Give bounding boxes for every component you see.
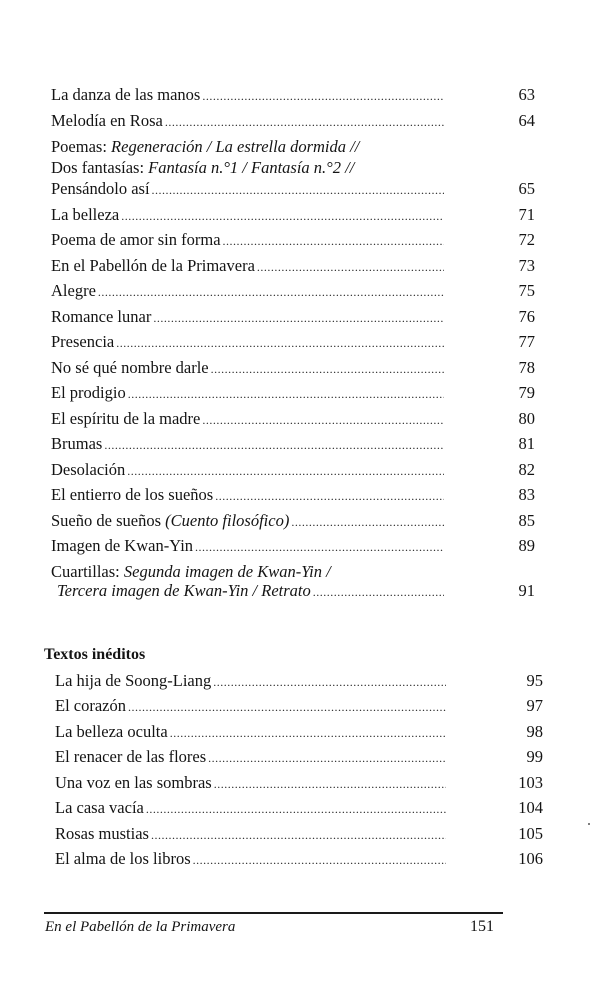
toc-entry — [55, 670, 543, 693]
dot-leader — [195, 536, 444, 558]
toc-entry-title: Imagen de Kwan-Yin — [51, 536, 194, 555]
toc-entry — [51, 178, 535, 201]
page-number: 151 — [470, 918, 494, 935]
toc-entry — [51, 510, 535, 533]
toc-entry-title: Melodía en Rosa — [51, 111, 163, 130]
toc-entry-title: La belleza — [51, 205, 120, 224]
toc-entry-page: 79 — [518, 383, 535, 402]
dot-leader — [208, 747, 446, 769]
toc-entry-page: 82 — [518, 460, 535, 479]
toc-entry — [51, 433, 535, 456]
dot-leader — [202, 85, 444, 107]
toc-entry-page: 71 — [518, 205, 535, 224]
dot-leader — [121, 205, 444, 227]
toc-entry-italic: Segunda imagen de Kwan-Yin / — [123, 562, 331, 581]
toc-entry — [55, 823, 543, 846]
dot-leader — [313, 581, 444, 603]
toc-entry-title: La casa vacía — [55, 798, 144, 817]
toc-entry — [57, 580, 535, 603]
toc-entry-page: 106 — [518, 849, 543, 868]
toc-entry-italic: (Cuento filosófico) — [165, 511, 290, 530]
dot-leader — [213, 671, 446, 693]
toc-entry-line — [51, 136, 359, 158]
toc-entry — [51, 306, 535, 329]
toc-entry-page: 63 — [518, 85, 535, 104]
toc-entry-title: El prodigio — [51, 383, 126, 402]
toc-entry — [55, 772, 543, 795]
print-speck — [588, 823, 590, 825]
toc-entry-page: 65 — [518, 179, 535, 198]
toc-entry-title: La belleza oculta — [55, 722, 168, 741]
toc-entry-italic: Fantasía n.°1 / Fantasía n.°2 // — [148, 158, 355, 177]
running-footer-title: En el Pabellón de la Primavera — [45, 919, 236, 935]
toc-entry-page: 81 — [518, 434, 535, 453]
dot-leader — [128, 383, 444, 405]
dot-leader — [128, 696, 446, 718]
dot-leader — [193, 849, 446, 871]
toc-entry — [51, 535, 535, 558]
toc-entry — [51, 382, 535, 405]
toc-entry — [55, 746, 543, 769]
toc-entry — [51, 459, 535, 482]
toc-entry — [51, 255, 535, 278]
toc-entry-title: Desolación — [51, 460, 126, 479]
dot-leader — [98, 281, 444, 303]
toc-entry-page: 85 — [518, 511, 535, 530]
toc-entry — [51, 110, 535, 133]
toc-entry-page: 105 — [518, 824, 543, 843]
toc-entry-page: 72 — [518, 230, 535, 249]
footer-rule — [44, 912, 503, 914]
toc-entry — [51, 204, 535, 227]
toc-entry-title: El espíritu de la madre — [51, 409, 201, 428]
dot-leader — [116, 332, 444, 354]
toc-entry-line — [51, 157, 354, 179]
toc-entry-title: El entierro de los sueños — [51, 485, 214, 504]
toc-entry — [51, 84, 535, 107]
toc-entry-page: 103 — [518, 773, 543, 792]
toc-entry-page: 99 — [526, 747, 543, 766]
toc-entry — [51, 484, 535, 507]
toc-entry-page: 73 — [518, 256, 535, 275]
toc-entry — [55, 797, 543, 820]
toc-entry-title: El corazón — [55, 696, 127, 715]
toc-entry-title: El alma de los libros — [55, 849, 191, 868]
toc-entry — [55, 721, 543, 744]
toc-entry-page: 83 — [518, 485, 535, 504]
toc-entry-page: 95 — [526, 671, 543, 690]
toc-entry — [55, 695, 543, 718]
toc-entry-page: 97 — [526, 696, 543, 715]
toc-entry-title: La hija de Soong-Liang — [55, 671, 212, 690]
dot-leader — [223, 230, 444, 252]
dot-leader — [165, 111, 444, 133]
dot-leader — [211, 358, 444, 380]
toc-entry-title: El renacer de las flores — [55, 747, 207, 766]
toc-entry-page: 77 — [518, 332, 535, 351]
dot-leader — [202, 409, 444, 431]
toc-entry-title: Una voz en las sombras — [55, 773, 212, 792]
toc-entry-page: 80 — [518, 409, 535, 428]
dot-leader — [153, 307, 444, 329]
toc-entry-title: Brumas — [51, 434, 103, 453]
toc-entry — [51, 229, 535, 252]
dot-leader — [257, 256, 444, 278]
toc-entry-prefix: Poemas: — [51, 137, 112, 156]
toc-entry-page: 89 — [518, 536, 535, 555]
dot-leader — [215, 485, 444, 507]
toc-entry-title: No sé qué nombre darle — [51, 358, 209, 377]
toc-entry-title-text: Sueño de sueños — [51, 511, 166, 530]
toc-entry-page: 64 — [518, 111, 535, 130]
toc-entry-title — [51, 510, 289, 532]
toc-entry — [51, 331, 535, 354]
toc-entry-page: 76 — [518, 307, 535, 326]
section-heading: Textos inéditos — [44, 646, 146, 663]
dot-leader — [104, 434, 444, 456]
toc-entry-prefix: Cuartillas: — [51, 562, 124, 581]
dot-leader — [151, 824, 446, 846]
toc-entry-title: Pensándolo así — [51, 179, 150, 198]
toc-entry-prefix: Dos fantasías: — [51, 158, 149, 177]
toc-entry-title: La danza de las manos — [51, 85, 201, 104]
toc-entry-italic: Regeneración / La estrella dormida // — [111, 137, 360, 156]
toc-entry-page: 78 — [518, 358, 535, 377]
toc-entry-title: Rosas mustias — [55, 824, 149, 843]
dot-leader — [146, 798, 446, 820]
dot-leader — [170, 722, 446, 744]
toc-entry-page: 75 — [518, 281, 535, 300]
toc-entry-title: Poema de amor sin forma — [51, 230, 221, 249]
toc-entry-title: Romance lunar — [51, 307, 152, 326]
dot-leader — [214, 773, 446, 795]
toc-entry-title: En el Pabellón de la Primavera — [51, 256, 255, 275]
toc-entry — [51, 357, 535, 380]
toc-entry — [55, 848, 543, 871]
toc-entry-title: Presencia — [51, 332, 115, 351]
dot-leader — [127, 460, 444, 482]
toc-entry-title: Tercera imagen de Kwan-Yin / Retrato — [57, 581, 311, 600]
toc-entry-page: 91 — [518, 581, 535, 600]
toc-entry-title: Alegre — [51, 281, 96, 300]
dot-leader — [152, 179, 444, 201]
toc-entry-page: 98 — [526, 722, 543, 741]
toc-entry — [51, 280, 535, 303]
dot-leader — [291, 511, 444, 533]
toc-entry — [51, 408, 535, 431]
toc-entry-page: 104 — [518, 798, 543, 817]
